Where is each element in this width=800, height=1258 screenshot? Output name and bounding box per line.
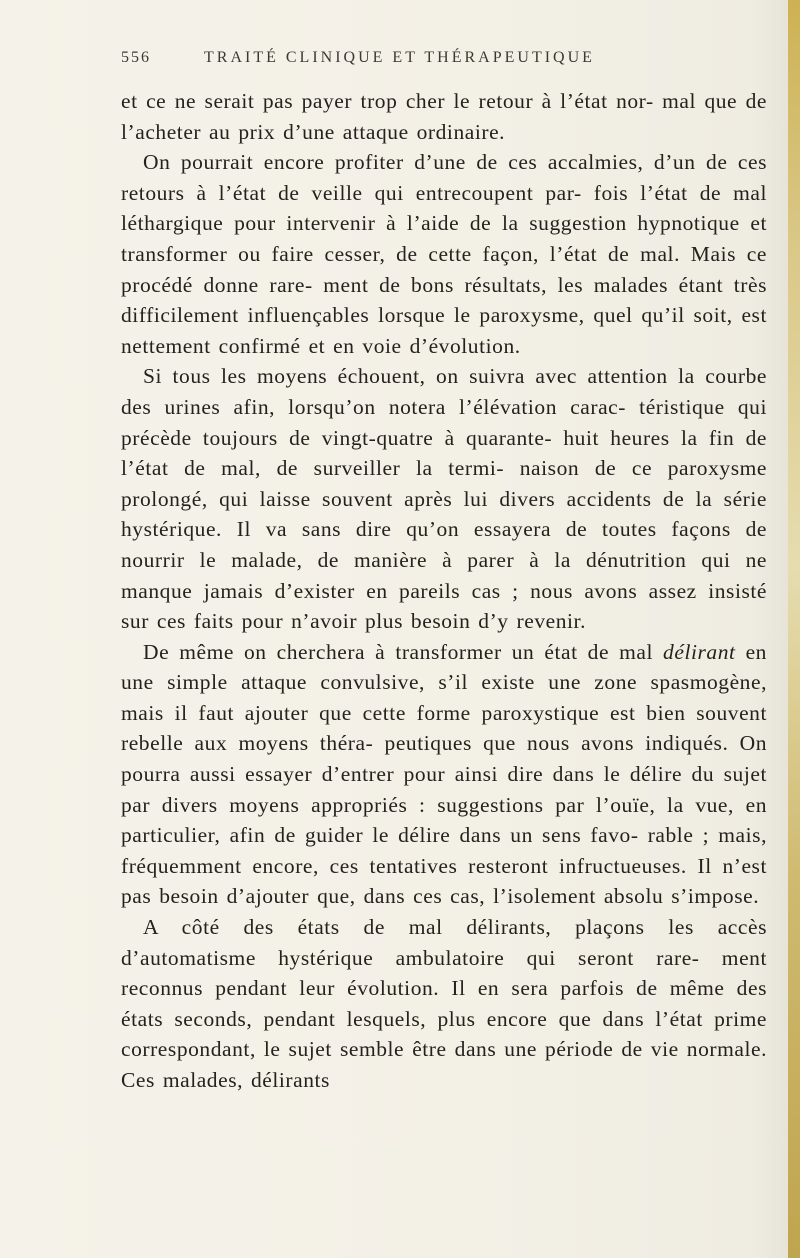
paragraph-4-rest: en une simple attaque convulsive, s’il existe une zone spasmogène, mais il faut ajouter que cette forme paroxystique est bien souvent rebelle aux moyens théra- peutiques que nous avons indiqués. On pourra aussi essayer d’entrer pour ainsi dire dans le délire du sujet par divers moyens appropriés : suggestions par l’ouïe, la vue, en particulier, afin de guider le délire dans un sens favo- rable ; mais, fréquemment encore, ces tentatives resteront infructueuses. Il n’est pas besoin d’ajouter que, dans ces cas, l’isolement absolu s’impose. <box>121 639 767 909</box>
page-edge <box>788 0 800 1258</box>
paragraph-1: et ce ne serait pas payer trop cher le retour à l’état nor- mal que de l’acheter au prix d’une attaque ordinaire. <box>121 89 767 144</box>
running-head: TRAITÉ CLINIQUE ET THÉRAPEUTIQUE <box>204 49 595 66</box>
paragraph-5: A côté des états de mal délirants, plaçons les accès d’automatisme hystérique ambulatoire qui seront rare- ment reconnus pendant leur évolution. Il en sera parfois de même des états seconds, pendant lesquels, plus encore que dans l’état prime correspondant, le sujet semble être dans une période de vie normale. Ces malades, délirants <box>121 915 767 1092</box>
body-text <box>121 86 767 1096</box>
page-header <box>121 49 761 73</box>
page-number: 556 <box>121 49 151 66</box>
paragraph-4 <box>121 637 767 912</box>
paragraph-3: Si tous les moyens échouent, on suivra avec attention la courbe des urines afin, lorsqu’on notera l’élévation carac- téristique qui précède toujours de vingt-quatre à quarante- huit heures la fin de l’état de mal, de surveiller la termi- naison de ce paroxysme prolongé, qui laisse souvent après lui divers accidents de la série hystérique. Il va sans dire qu’on essayera de toutes façons de nourrir le malade, de manière à parer à la dénutrition qui ne manque jamais d’exister en pareils cas ; nous avons assez insisté sur ces faits pour n’avoir plus besoin d’y revenir. <box>121 364 767 634</box>
paragraph-2: On pourrait encore profiter d’une de ces accalmies, d’un de ces retours à l’état de veille qui entrecoupent par- fois l’état de mal léthargique pour intervenir à l’aide de la suggestion hypnotique et transformer ou faire cesser, de cette façon, l’état de mal. Mais ce procédé donne rare- ment de bons résultats, les malades étant très difficilement influençables lorsque le paroxysme, quel qu’il soit, est nettement confirmé et en voie d’évolution. <box>121 150 767 358</box>
paragraph-4-lead: De même on cherchera à transformer un état de mal <box>143 639 653 664</box>
paragraph-4-italic: délirant <box>663 639 736 664</box>
